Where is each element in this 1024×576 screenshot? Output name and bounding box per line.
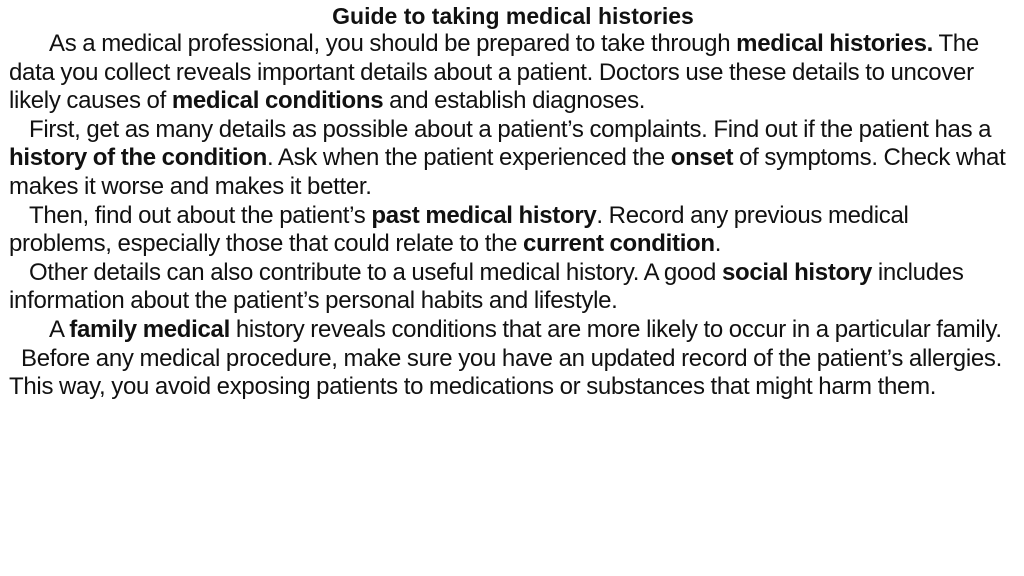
paragraph-social-history [9, 259, 1017, 316]
paragraph-past-history [9, 202, 1017, 259]
paragraph-text: First, get as many details as possible about a patient’s complaints. Find out if the patient has a [29, 115, 992, 143]
paragraph-text: A [49, 315, 70, 343]
document-title: Guide to taking medical histories [332, 3, 694, 29]
term-onset: onset [670, 144, 734, 172]
paragraph-complaints [9, 116, 1017, 202]
paragraph-text: . Record any previous medical problems, especially those that could relate to the [9, 201, 909, 258]
paragraph-allergies [9, 345, 1017, 402]
paragraph-text: . [714, 230, 722, 258]
paragraph-text: of symptoms. Check what makes it worse and makes it better. [9, 144, 1006, 200]
paragraph-text: As a medical professional, you should be prepared to take through [49, 30, 737, 57]
term-social-history: social history [721, 258, 872, 286]
paragraph-text: history reveals conditions that are more likely to occur in a particular family. [229, 315, 1002, 343]
paragraph-family-history [9, 316, 1017, 345]
term-medical-conditions: medical conditions [171, 87, 384, 115]
term-history-of-condition: history of the condition [9, 144, 267, 172]
term-family-medical: family medical [69, 315, 230, 343]
term-past-medical-history: past medical history [371, 201, 597, 229]
paragraph-text: . Ask when the patient experienced the [266, 144, 671, 172]
paragraph-text: and establish diagnoses. [383, 87, 646, 115]
term-medical-histories: medical histories. [736, 30, 934, 57]
paragraph-text: The data you collect reveals important details about a patient. Doctors use these details to uncover likely causes of [9, 30, 979, 115]
paragraph-text: Then, find out about the patient’s [29, 201, 372, 229]
paragraph-introduction [9, 30, 1017, 116]
paragraph-text: Before any medical procedure, make sure you have an updated record of the patient’s allergies. This way, you avoid exposing patients to medications or substances that might harm them. [9, 344, 1002, 401]
document-page [9, 0, 1017, 576]
paragraph-text: includes information about the patient’s personal habits and lifestyle. [9, 258, 964, 315]
paragraph-text: Other details can also contribute to a useful medical history. A good [29, 258, 722, 286]
term-current-condition: current condition [523, 230, 715, 258]
